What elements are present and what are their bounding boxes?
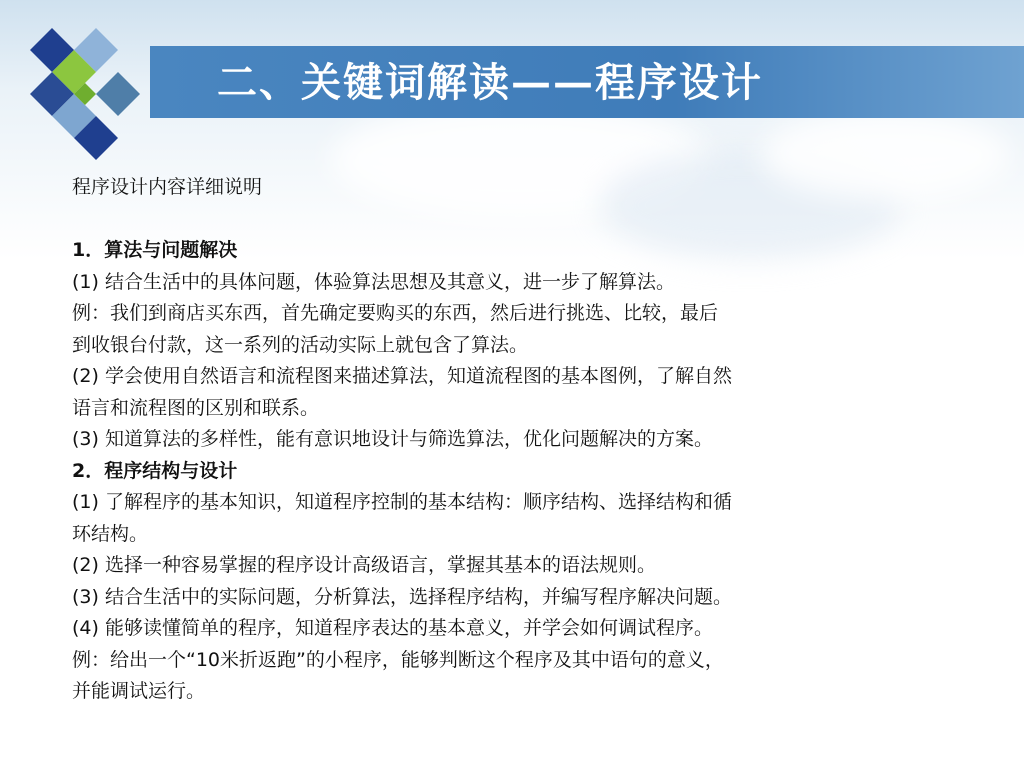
logo-steel-diamond	[96, 72, 140, 116]
content-line: (2) 学会使用自然语言和流程图来描述算法，知道流程图的基本图例，了解自然	[72, 365, 732, 387]
content-line: 并能调试运行。	[72, 680, 206, 702]
section-heading-algorithm: 1．算法与问题解决	[72, 239, 238, 261]
content-line: 例：给出一个“10米折返跑”的小程序，能够判断这个程序及其中语句的意义，	[72, 648, 724, 671]
blank-line	[72, 204, 972, 236]
content-line: 语言和流程图的区别和联系。	[72, 396, 320, 419]
content-line: 环结构。	[72, 522, 149, 545]
section-heading-program-structure: 2．程序结构与设计	[72, 459, 238, 482]
content-subtitle: 程序设计内容详细说明	[72, 176, 263, 198]
content-line: (1) 结合生活中的具体问题，体验算法思想及其意义，进一步了解算法。	[72, 270, 675, 293]
slide-title: 二、关键词解读——程序设计	[217, 59, 763, 106]
slide-content	[72, 172, 972, 708]
content-line: (2) 选择一种容易掌握的程序设计高级语言，掌握其基本的语法规则。	[72, 554, 656, 576]
content-line: (3) 结合生活中的实际问题，分析算法，选择程序结构，并编写程序解决问题。	[72, 585, 732, 608]
content-line: (4) 能够读懂简单的程序，知道程序表达的基本意义，并学会如何调试程序。	[72, 617, 713, 639]
content-line: 到收银台付款，这一系列的活动实际上就包含了算法。	[72, 333, 529, 356]
content-line: 例：我们到商店买东西，首先确定要购买的东西，然后进行挑选、比较，最后	[72, 302, 719, 324]
content-line: (3) 知道算法的多样性，能有意识地设计与筛选算法，优化问题解决的方案。	[72, 428, 713, 450]
content-line: (1) 了解程序的基本知识，知道程序控制的基本结构：顺序结构、选择结构和循	[72, 491, 732, 513]
cube-logo-icon	[22, 22, 142, 162]
